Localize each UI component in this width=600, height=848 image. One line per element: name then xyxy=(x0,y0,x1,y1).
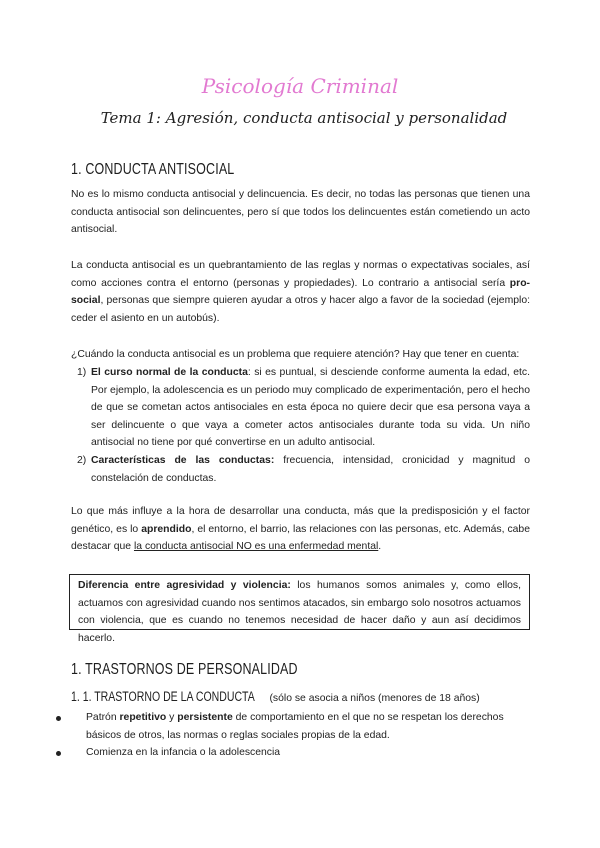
subsection-heading-trastorno-conducta: 1. 1. TRASTORNO DE LA CONDUCTA (sólo se asocia a niños (menores de 18 años) xyxy=(71,689,480,704)
section-heading-trastornos-personalidad: 1. TRASTORNOS DE PERSONALIDAD xyxy=(71,661,298,678)
document-title: Psicología Criminal xyxy=(201,74,399,98)
paragraph-antisocial-vs-prosocial: La conducta antisocial es un quebrantamiento de las reglas y normas o expectativas sociales, así como acciones contra el entorno (personas y propiedades). Lo contrario a antisocial sería pro-social, personas que siempre quieren ayudar a otros y hacer algo a favor de la sociedad (ejemplo: ceder el asiento en un autobús). xyxy=(71,260,530,324)
paragraph-learned-behavior: Lo que más influye a la hora de desarrollar una conducta, más que la predisposición y el factor genético, es lo aprendido, el entorno, el barrio, las relaciones con las personas, etc. Además, cabe destacar que la conducta antisocial NO es una enfermedad mental. xyxy=(71,506,530,553)
paragraph-definition: No es lo mismo conducta antisocial y delincuencia. Es decir, no todas las personas que tienen una conducta antisocial son delincuentes, pero sí que todos los delincuentes están cometiendo un acto antisocial. xyxy=(71,189,530,236)
highlight-box-aggression-violence: Diferencia entre agresividad y violencia: los humanos somos animales y, como ellos, actuamos con agresividad cuando nos sentimos atacados, sin embargo solo nosotros actuamos con violencia, que es cuando no tenemos necesidad de hacer daño y aun así decidimos hacerlo. xyxy=(69,574,530,630)
bullet-icon xyxy=(56,751,61,756)
bullet-icon xyxy=(56,716,61,721)
section-heading-conducta-antisocial: 1. CONDUCTA ANTISOCIAL xyxy=(71,161,235,178)
paragraph-question: ¿Cuándo la conducta antisocial es un problema que requiere atención? Hay que tener en cuenta: xyxy=(71,349,520,360)
document-subtitle: Tema 1: Agresión, conducta antisocial y personalidad xyxy=(100,109,508,127)
